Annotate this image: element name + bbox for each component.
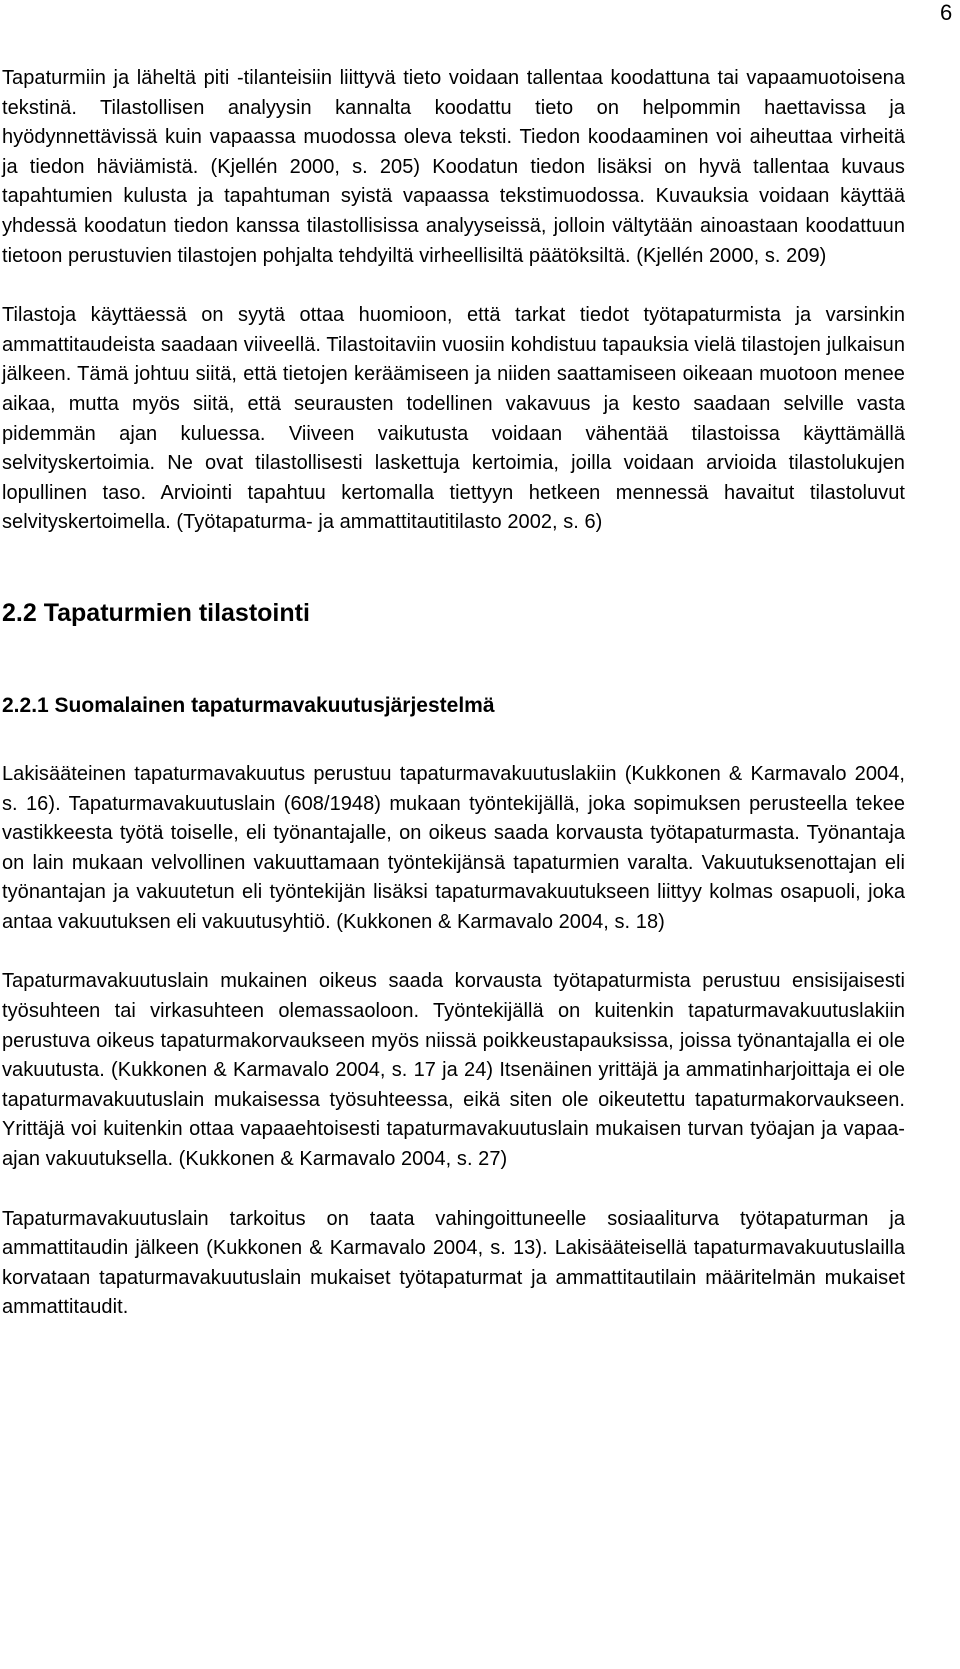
paragraph-compensation-rights: Tapaturmavakuutuslain mukainen oikeus saada korvausta työtapaturmista perustuu ensisijaisesti työsuhteen tai virkasuhteen olemassaoloon. Työntekijällä on kuitenkin tapaturmavakuutuslakiin perustuva oikeus tapaturmakorvaukseen myös niissä poikkeustapauksissa, joissa työnantajalla ei ole vakuutusta. (Kukkonen & Karmavalo 2004, s. 17 ja 24) Itsenäinen yrittäjä ja ammatinharjoittaja ei ole tapaturmavakuutuslain mukaisessa työsuhteessa, eikä siten ole oikeutettu tapaturmakorvaukseen. Yrittäjä voi kuitenkin ottaa vapaaehtoisesti tapaturmavakuutuslain mukaisen turvan työajan ja vapaa-ajan vakuutuksella. (Kukkonen & Karmavalo 2004, s. 27) <box>2 970 905 1171</box>
paragraph-insurance-purpose: Tapaturmavakuutuslain tarkoitus on taata vahingoittuneelle sosiaaliturva työtapaturman ja ammattitaudin jälkeen (Kukkonen & Karmavalo 2004, s. 13). Lakisääteisellä tapaturmavakuutuslailla korvataan tapaturmavakuutuslain mukaiset työtapaturmat ja ammattitautilain määritelmän mukaiset ammattitaudit. <box>2 1207 905 1319</box>
section-heading: 2.2 Tapaturmien tilastointi <box>2 598 310 627</box>
paragraph-insurance-law: Lakisääteinen tapaturmavakuutus perustuu tapaturmavakuutuslakiin (Kukkonen & Karmavalo 2004, s. 16). Tapaturmavakuutuslain (608/1948) mukaan työntekijällä, joka sopimuksen perusteella tekee vastikkeesta työtä toiselle, eli työnantajalle, on oikeus saada korvausta työtapaturmasta. Työnantaja on lain mukaan velvollinen vakuuttamaan työntekijänsä tapaturmien varalta. Vakuutuksenottajan eli työnantajan ja vakuutetun eli työntekijän lisäksi tapaturmavakuutukseen liittyy kolmas osapuoli, joka antaa vakuutuksen eli vakuutusyhtiö. (Kukkonen & Karmavalo 2004, s. 18) <box>2 762 905 933</box>
paragraph-statistics-delay: Tilastoja käyttäessä on syytä ottaa huomioon, että tarkat tiedot työtapaturmista ja varsinkin ammattitaudeista saadaan viiveellä. Tilastoitaviin vuosiin kohdistuu tapauksia vielä tilastojen julkaisun jälkeen. Tämä johtuu siitä, että tietojen keräämiseen ja niiden saattamiseen oikeaan muotoon menee aikaa, mutta myös siitä, että seurausten todellinen vakavuus ja kesto saadaan selville vasta pidemmän ajan kuluessa. Viiveen vaikutusta voidaan vähentää tilastoissa käyttämällä selvityskertoimia. Ne ovat tilastollisesti laskettuja kertoimia, joilla voidaan arvioida tilastolukujen lopullinen taso. Arviointi tapahtuu kertomalla tiettyyn hetkeen mennessä havaitut tilastoluvut selvityskertoimella. (Työtapaturma- ja ammattitautitilasto 2002, s. 6) <box>2 304 905 534</box>
page-number: 6 <box>940 0 953 25</box>
paragraph-data-recording: Tapaturmiin ja läheltä piti -tilanteisiin liittyvä tieto voidaan tallentaa koodattuna tai vapaamuotoisena tekstinä. Tilastollisen analyysin kannalta koodattu tieto on helpommin haettavissa ja hyödynnettävissä kuin vapaassa muodossa oleva teksti. Tiedon koodaaminen voi aiheuttaa virheitä ja tiedon häviämistä. (Kjellén 2000, s. 205) Koodatun tiedon lisäksi on hyvä tallentaa kuvaus tapahtumien kulusta ja tapahtuman syistä vapaassa tekstimuodossa. Kuvauksia voidaan käyttää yhdessä koodatun tiedon kanssa tilastollisissa analyyseissä, jolloin vältytään ainoastaan koodattuun tietoon perustuvien tilastojen pohjalta tehdyiltä virheellisiltä päätöksiltä. (Kjellén 2000, s. 209) <box>2 67 905 267</box>
document-body <box>0 64 905 1323</box>
subsection-heading: 2.2.1 Suomalainen tapaturmavakuutusjärjestelmä <box>2 693 495 717</box>
